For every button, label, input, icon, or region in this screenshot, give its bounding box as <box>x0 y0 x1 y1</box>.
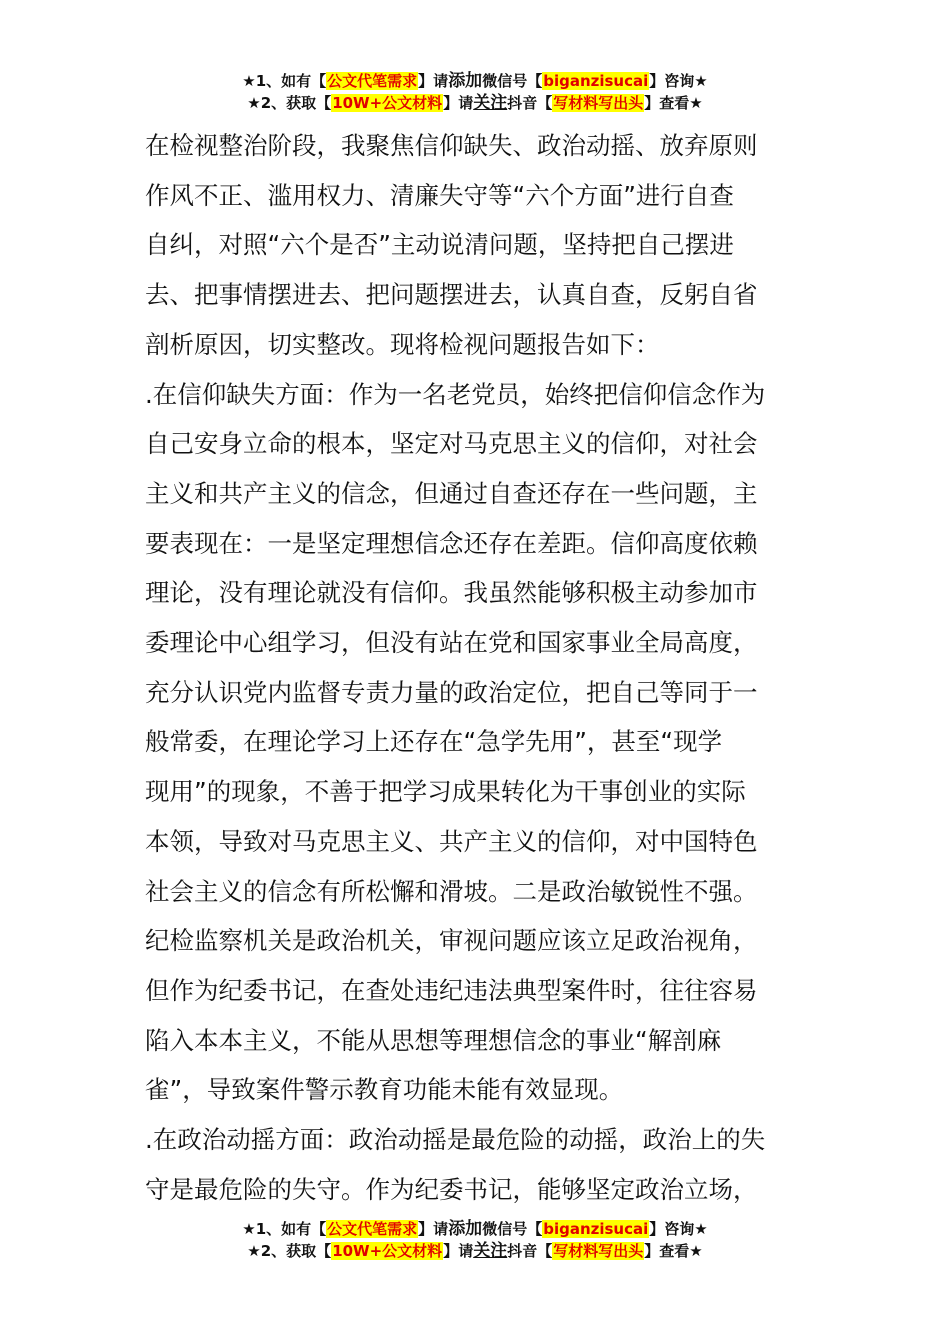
body-line: 主义和共产主义的信念，但通过自查还存在一些问题，主 <box>145 478 758 508</box>
header-banner <box>0 70 950 114</box>
body-line: 自纠，对照“六个是否”主动说清问题，坚持把自己摆进 <box>145 230 734 260</box>
highlight-wechat-id: biganzisucai <box>543 72 649 90</box>
highlight-materials: 10W+公文材料 <box>332 94 443 112</box>
body-line: 委理论中心组学习，但没有站在党和国家事业全局高度， <box>145 628 758 658</box>
body-line: 雀”，导致案件警示教育功能未能有效显现。 <box>145 1075 624 1105</box>
body-line: 去、把事情摆进去、把问题摆进去，认真自查，反躬自省 <box>145 280 758 310</box>
document-body <box>145 121 810 1214</box>
body-line: 剖析原因，切实整改。现将检视问题报告如下： <box>145 329 660 359</box>
banner-line-1 <box>0 1218 950 1240</box>
highlight-douyin-account: 写材料写出头 <box>553 1242 644 1260</box>
body-line: .在政治动摇方面：政治动摇是最危险的动摇，政治上的失 <box>145 1125 766 1155</box>
banner-emphasis: 添加 <box>448 71 483 91</box>
highlight-writing-service: 公文代笔需求 <box>327 72 418 90</box>
body-line: 但作为纪委书记，在查处违纪违法典型案件时，往往容易 <box>145 975 758 1005</box>
banner-text: 】请 <box>443 1242 474 1260</box>
banner-line-2 <box>0 92 950 114</box>
body-line: 本领，导致对马克思主义、共产主义的信仰，对中国特色 <box>145 826 758 856</box>
banner-text: 】查看★ <box>644 94 703 112</box>
banner-text: ★1、如有【 <box>242 72 327 90</box>
body-line: 理论，没有理论就没有信仰。我虽然能够积极主动参加市 <box>145 578 758 608</box>
body-line: 作风不正、滥用权力、清廉失守等“六个方面”进行自查 <box>145 180 734 210</box>
banner-emphasis: 关注 <box>473 93 508 113</box>
body-line: .在信仰缺失方面：作为一名老党员，始终把信仰信念作为 <box>145 379 766 409</box>
banner-text: ★1、如有【 <box>242 1220 327 1238</box>
banner-line-1 <box>0 70 950 92</box>
banner-emphasis: 添加 <box>448 1219 483 1239</box>
highlight-douyin-account: 写材料写出头 <box>553 94 644 112</box>
banner-text: 】请 <box>418 1220 449 1238</box>
body-line: 要表现在：一是坚定理想信念还存在差距。信仰高度依赖 <box>145 528 758 558</box>
banner-text: 】咨询★ <box>649 72 708 90</box>
banner-line-2 <box>0 1240 950 1262</box>
banner-text: 】咨询★ <box>649 1220 708 1238</box>
highlight-materials: 10W+公文材料 <box>332 1242 443 1260</box>
banner-text: 】查看★ <box>644 1242 703 1260</box>
banner-text: 抖音【 <box>507 1242 553 1260</box>
body-line: 自己安身立命的根本，坚定对马克思主义的信仰，对社会 <box>145 429 758 459</box>
banner-text: 】请 <box>418 72 449 90</box>
banner-text: ★2、获取【 <box>247 1242 332 1260</box>
body-line: 社会主义的信念有所松懈和滑坡。二是政治敏锐性不强。 <box>145 876 758 906</box>
body-line: 充分认识党内监督专责力量的政治定位，把自己等同于一 <box>145 677 758 707</box>
body-line: 守是最危险的失守。作为纪委书记，能够坚定政治立场， <box>145 1174 758 1204</box>
banner-text: 微信号【 <box>482 72 543 90</box>
body-line: 般常委，在理论学习上还存在“急学先用”，甚至“现学 <box>145 727 723 757</box>
banner-text: 】请 <box>443 94 474 112</box>
banner-text: 抖音【 <box>507 94 553 112</box>
banner-text: 微信号【 <box>482 1220 543 1238</box>
banner-emphasis: 关注 <box>473 1241 508 1261</box>
body-line: 现用”的现象，不善于把学习成果转化为干事创业的实际 <box>145 777 746 807</box>
highlight-writing-service: 公文代笔需求 <box>327 1220 418 1238</box>
highlight-wechat-id: biganzisucai <box>543 1220 649 1238</box>
body-line: 陷入本本主义，不能从思想等理想信念的事业“解剖麻 <box>145 1025 722 1055</box>
body-line: 纪检监察机关是政治机关，审视问题应该立足政治视角， <box>145 926 758 956</box>
footer-banner <box>0 1218 950 1262</box>
body-line: 在检视整治阶段，我聚焦信仰缺失、政治动摇、放弃原则 <box>145 131 758 160</box>
banner-text: ★2、获取【 <box>247 94 332 112</box>
